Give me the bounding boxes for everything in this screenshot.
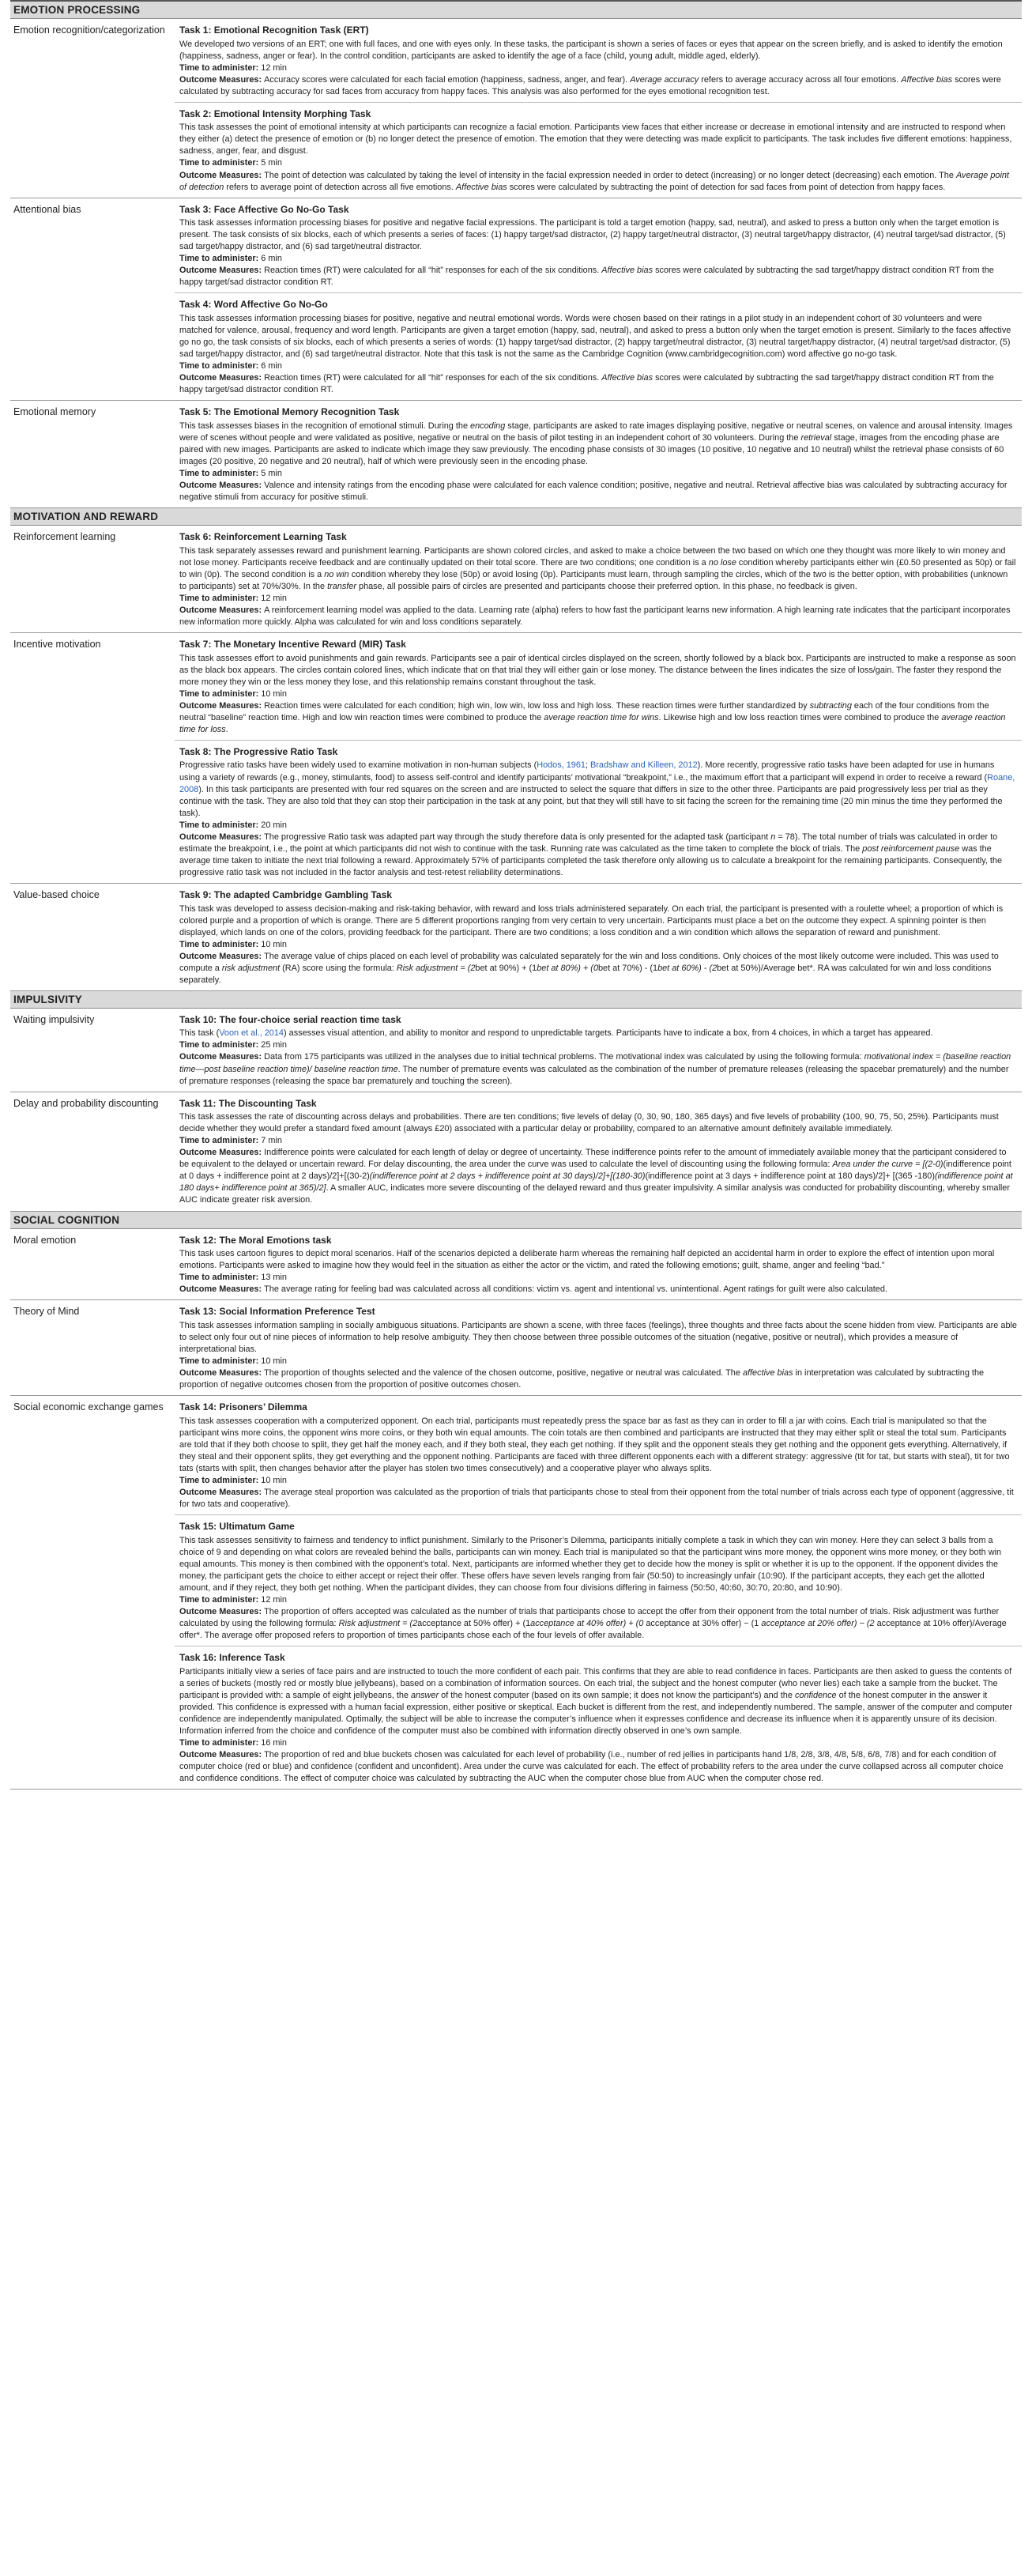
- task-entry: [175, 198, 1022, 293]
- section-header: MOTIVATION AND REWARD: [10, 508, 1022, 526]
- task-entry: [175, 102, 1022, 198]
- domain-row: [10, 526, 1022, 633]
- task-entry: [175, 1514, 1022, 1646]
- time-label: Time to administer:: [179, 1356, 262, 1366]
- italic-term: risk adjustment: [221, 963, 281, 973]
- task-list: [175, 1229, 1022, 1300]
- time-label: Time to administer:: [179, 62, 262, 73]
- task-title: Task 15: Ultimatum Game: [179, 1521, 295, 1533]
- outcome-measures: Outcome Measures: The average rating for feeling bad was calculated across all conditions: victim vs. agent and intentional vs. unintentional. Agent ratings for guilt were also calculated.: [179, 1284, 887, 1295]
- italic-term: (indifference point at 2 days + indifference point at 30 days)/2]+[(180-30): [369, 1171, 646, 1182]
- italic-term: transfer: [327, 581, 356, 591]
- task-title: Task 6: Reinforcement Learning Task: [179, 531, 347, 543]
- task-list: [175, 198, 1022, 401]
- outcome-label: Outcome Measures:: [179, 700, 265, 711]
- task-description: This task assesses effort to avoid punishments and gain rewards. Participants see a pair of identical circles displayed on the screen, shortly followed by a black box. Participants are instructed to make a response as soon as the black box appears. The circles contain colored lines, which indicate that on that trial they will either gain or lose money. The distance between the lines indicates the size of loss/gain. The faster they respond the more money they win or the less money they lose, and this relationship remains constant throughout the task.: [179, 653, 1016, 687]
- task-list: [175, 884, 1022, 990]
- task-title: Task 1: Emotional Recognition Task (ERT): [179, 25, 369, 36]
- domain-row: [10, 1092, 1022, 1212]
- task-description: This task was developed to assess decision-making and risk-taking behavior, with reward and loss trials administered separately. On each trial, the participant is presented with a roulette wheel; a proportion of which is colored purple and a proportion of which is orange. There are 5 different proportions ranging from very certain to very uncertain. Participants must place a bet on the outcome they expect. A spinning pointer is then displayed, which lands on one of the colors, providing feedback for the participant. There are two conditions; a loss condition and a win condition which allows the separation of reward and punishment.: [179, 903, 1004, 937]
- time-to-administer: Time to administer: 12 min: [179, 62, 287, 73]
- outcome-measures: Outcome Measures: Reaction times (RT) were calculated for all “hit” responses for each of the six conditions. Affective bias scores were calculated by subtracting the sad target/happy distract condition RT from the happy target/sad distractor condition RT.: [179, 373, 994, 395]
- task-title: Task 9: The adapted Cambridge Gambling Task: [179, 888, 392, 900]
- italic-term: answer: [411, 1690, 439, 1700]
- domain-label: Value-based choice: [13, 888, 100, 900]
- task-entry: [175, 633, 1022, 740]
- citation-link[interactable]: Bradshaw and Killeen, 2012: [590, 760, 698, 771]
- time-label: Time to administer:: [179, 469, 262, 479]
- italic-term: average reaction time for wins: [544, 712, 659, 722]
- task-list: [175, 526, 1022, 632]
- domain-row: [10, 1396, 1022, 1790]
- time-label: Time to administer:: [179, 158, 262, 168]
- outcome-label: Outcome Measures:: [179, 951, 265, 961]
- outcome-label: Outcome Measures:: [179, 1148, 265, 1158]
- outcome-measures: Outcome Measures: A reinforcement learning model was applied to the data. Learning rate (alpha) refers to how fast the participant learns new information. A high learning rate indicates that the participant incorporates new information more quickly. Alpha was calculated for win and loss conditions separately.: [179, 605, 1011, 628]
- task-title: Task 7: The Monetary Incentive Reward (MIR) Task: [179, 639, 406, 651]
- task-description: Progressive ratio tasks have been widely used to examine motivation in non-human subjects (Hodos, 1961; Bradshaw and Killeen, 2012). More recently, progressive ratio tasks have been adapted for use in humans using a variety of rewards (e.g., money, stimulants, food) to assess self-control and identify participants’ motivational “breakpoint,” i.e., the maximum effort that a participant will expend in order to receive a reward (Roane, 2008). In this task participants are presented with four red squares on the screen and are instructed to select the square that differs in size to the other three. Participants are paid progressively less per trial as they continue with the task. They are also told that they can stop their participation in the task at any point, but that they will still have to sit facing the screen for the remaining time (20 min minus the time they performed the task).: [179, 760, 1015, 818]
- time-label: Time to administer:: [179, 1594, 262, 1605]
- time-label: Time to administer:: [179, 1136, 262, 1146]
- task-title: Task 3: Face Affective Go No-Go Task: [179, 203, 349, 215]
- task-entry: [175, 1092, 1022, 1211]
- time-to-administer: Time to administer: 5 min: [179, 158, 282, 168]
- task-entry: [175, 1229, 1022, 1300]
- italic-term: Average accuracy: [630, 74, 699, 85]
- outcome-measures: Outcome Measures: Valence and intensity ratings from the encoding phase were calculated for each valence condition; positive, negative and neutral. Retrieval affective bias was calculated by subtracting accuracy for negative stimuli from accuracy for positive stimuli.: [179, 481, 1008, 503]
- outcome-label: Outcome Measures:: [179, 832, 265, 842]
- domain-label: Moral emotion: [13, 1234, 77, 1246]
- italic-term: acceptance at 40% offer) + (0: [530, 1618, 644, 1628]
- italic-term: confidence: [794, 1690, 837, 1700]
- task-description: This task assesses the point of emotional intensity at which participants can recognize a facial emotion. Participants view faces that either increase or decrease in emotional intensity and are instructed to respond when they either (a) detect the presence of emotion or (b) no longer detect the presence of emotion. The emotion that they were detecting was made explicit to participants. The task includes five different emotions: happiness, sadness, anger, fear, and disgust.: [179, 123, 1012, 157]
- italic-term: Average point of detection: [179, 170, 1009, 192]
- task-title: Task 4: Word Affective Go No-Go: [179, 299, 328, 311]
- domain-label: Theory of Mind: [13, 1306, 80, 1318]
- task-description: This task assesses information processing biases for positive and negative facial expressions. The participant is told a target emotion (happy, sad, neutral), and asked to press a button only when the target emotion is present. The task consists of six blocks, each of which presents a series of faces: (1) happy target/sad distractor, (2) happy target/neutral distractor, (3) neutral target/happy distractor, (4) neutral target/sad distractor, (5) sad target/happy distractor, and (6) sad target/neutral distractor.: [179, 218, 1006, 252]
- time-to-administer: Time to administer: 6 min: [179, 361, 282, 372]
- section-header: SOCIAL COGNITION: [10, 1212, 1022, 1229]
- outcome-measures: Outcome Measures: Indifference points were calculated for each length of delay or degree of uncertainty. These indifference points refer to the amount of immediately available money that the participant considered to be equivalent to the delayed or uncertain reward. For delay discounting, the area under the curve was used to calculate the level of discounting using the following formula: Area under the curve = [(2-0)(indifference point at 0 days + indifference point at 2 days)/2]+[(30-2)(indifference point at 2 days + indifference point at 30 days)/2]+[(180-30)(indifference point at 3 days + indifference point at 180 days)/2]+ [(365 -180)(indifference point at 180 days+ indifference point at 365)/2]. A smaller AUC, indicates more severe discounting of the delayed reward and thus greater impulsivity. A similar analysis was conducted for probability discounting, whereby smaller AUC indicate greater risk aversion.: [179, 1148, 1013, 1205]
- task-title: Task 2: Emotional Intensity Morphing Task: [179, 107, 371, 119]
- outcome-label: Outcome Measures:: [179, 1284, 265, 1295]
- task-entry: [175, 19, 1022, 102]
- outcome-measures: Outcome Measures: The proportion of thoughts selected and the valence of the chosen outcome, positive, negative or neutral was calculated. The affective bias in interpretation was calculated by subtracting the proportion of negative outcomes chosen from the proportion of positive outcomes chosen.: [179, 1368, 985, 1390]
- italic-term: post reinforcement pause: [862, 843, 960, 854]
- section-header: EMOTION PROCESSING: [10, 2, 1022, 19]
- italic-term: Risk adjustment = (2: [338, 1618, 418, 1628]
- outcome-label: Outcome Measures:: [179, 605, 265, 615]
- task-list: [175, 401, 1022, 507]
- italic-term: motivational index = (baseline reaction time—post baseline reaction time)/ baseline reaction time: [179, 1052, 1011, 1074]
- time-to-administer: Time to administer: 13 min: [179, 1273, 287, 1283]
- section-header: IMPULSIVITY: [10, 991, 1022, 1009]
- task-description: This task assesses sensitivity to fairness and tendency to inflict punishment. Similarly to the Prisoner’s Dilemma, participants initially complete a task in which they can win money. Here they can select 3 balls from a choice of 9 and depending on what colors are revealed behind the balls, participants can win money. Each trial is manipulated so that the participant wins more money, the opponent wins more money, or they both win equal amounts. This money is then combined with the opponent’s total. Next, participants are informed whether they get to decide how the money is split or whether it is up to the opponent. If the opponent divides the money, the participant gets the choice to either accept or reject their offer. These offers have seven levels ranging from fair (50:50) to increasingly unfair (10:90). If the participant accepts, they each get the allotted amount, and if they reject, they both get nothing. When the participant divides, they can choose from four divisions differing in fairness (50:50, 40:60, 30:70, 20:80, and 10:90).: [179, 1535, 1002, 1593]
- outcome-label: Outcome Measures:: [179, 1052, 265, 1062]
- task-entry: [175, 884, 1022, 990]
- italic-term: bet at 60%) - (2: [657, 963, 718, 973]
- task-list: [175, 633, 1022, 883]
- task-list: [175, 1300, 1022, 1395]
- task-description: This task assesses cooperation with a computerized opponent. On each trial, participants must repeatedly press the space bar as fast as they can in order to fill a jar with coins. Each trial is manipulated so that the participant wins more coins, the opponent wins more coins, or they both win equal amounts. The coin totals are then combined and participants are instructed that they may either split or steal the total sum. Participants are told that if they both choose to split, they get half the money each, and if they both steal, they each get nothing. If they split and the opponent steals they get nothing and the opponent gets everything. Alternatively, if they steal and their opponent splits, they get everything and the opponent nothing. Participants are faced with three different opponents each with a different strategy: aggressive (tit for tat, but starts with steal), tit for two tats (starts with split, then changes behavior after the player has stolen two times consecutively) and a cooperative player who always splits.: [179, 1416, 1010, 1473]
- time-to-administer: Time to administer: 20 min: [179, 820, 287, 830]
- time-to-administer: Time to administer: 12 min: [179, 1594, 287, 1605]
- domain-row: [10, 1009, 1022, 1092]
- task-entry: [175, 740, 1022, 883]
- italic-term: no win: [324, 569, 349, 579]
- task-list: [175, 1009, 1022, 1092]
- task-title: Task 11: The Discounting Task: [179, 1097, 317, 1109]
- italic-term: no lose: [708, 557, 736, 568]
- domain-label: Emotion recognition/categorization: [13, 25, 165, 36]
- citation-link[interactable]: Voon et al., 2014: [219, 1028, 284, 1039]
- time-to-administer: Time to administer: 10 min: [179, 1475, 287, 1485]
- task-description: This task assesses information sampling in socially ambiguous situations. Participants are shown a scene, with three faces (feelings), three thoughts and three facts about the scene hidden from view. Participants are able to select only four out of nine pieces of information to help resolve ambiguity. They then choose between three possible outcomes of the situation (negative, positive or neutral), which provides a measure of interpretational bias.: [179, 1320, 1017, 1354]
- domain-label: Attentional bias: [13, 203, 81, 215]
- outcome-label: Outcome Measures:: [179, 1487, 265, 1497]
- outcome-measures: Outcome Measures: The progressive Ratio task was adapted part way through the study therefore data is only presented for the adapted task (participant n = 78). The total number of trials was calculated in order to estimate the breakpoint, i.e., the point at which participants did not wish to continue with the task. Running rate was calculated as the time taken to complete the block of trials. The post reinforcement pause was the average time taken to initiate the next trial following a reward. Approximately 57% of participants completed the task therefore only allowing us to calculate a breakpoint for the remaining participants. Consequently, the progressive ratio task was not included in the factor analysis and test-retest reliability determinations.: [179, 832, 1003, 877]
- domain-label: Waiting impulsivity: [13, 1013, 95, 1025]
- time-to-administer: Time to administer: 5 min: [179, 469, 282, 479]
- task-entry: [175, 1300, 1022, 1395]
- outcome-label: Outcome Measures:: [179, 170, 265, 180]
- outcome-label: Outcome Measures:: [179, 1368, 265, 1378]
- italic-term: average reaction time for loss: [179, 712, 1006, 734]
- italic-term: Affective bias: [901, 74, 953, 85]
- domain-label: Delay and probability discounting: [13, 1097, 159, 1109]
- time-to-administer: Time to administer: 10 min: [179, 688, 287, 699]
- outcome-measures: Outcome Measures: The proportion of offers accepted was calculated as the number of trials that participants chose to accept the offer from their opponent from the total number of trials. Risk adjustment was further calculated by using the following formula: Risk adjustment = (2acceptance at 50% offer) + (1acceptance at 40% offer) + (0 acceptance at 30% offer) − (1 acceptance at 20% offer) − (2 acceptance at 10% offer)/Average offer*. The average offer proposed refers to proportion of times participants chose each of the four levels of offer available.: [179, 1606, 1007, 1640]
- domain-label: Social economic exchange games: [13, 1401, 164, 1413]
- italic-term: Affective bias: [601, 266, 653, 276]
- italic-term: (indifference point at 180 days+ indifference point at 365)/2]: [179, 1171, 1013, 1194]
- task-title: Task 10: The four-choice serial reaction time task: [179, 1013, 401, 1025]
- domain-label: Emotional memory: [13, 406, 96, 418]
- task-entry: [175, 401, 1022, 507]
- time-to-administer: Time to administer: 6 min: [179, 254, 282, 264]
- outcome-measures: Outcome Measures: The average value of chips placed on each level of probability was calculated separately for the win and loss conditions. Only choices of the most likely outcome were included. This was used to compute a risk adjustment (RA) score using the formula: Risk adjustment = (2bet at 90%) + (1bet at 80%) + (0bet at 70%) - (1bet at 60%) - (2bet at 50%)/Average bet*. RA was calculated for win and loss conditions separately.: [179, 951, 999, 985]
- time-label: Time to administer:: [179, 1475, 262, 1485]
- citation-link[interactable]: Hodos, 1961: [537, 760, 586, 771]
- domain-row: [10, 1300, 1022, 1396]
- outcome-label: Outcome Measures:: [179, 1749, 265, 1759]
- time-to-administer: Time to administer: 16 min: [179, 1737, 287, 1748]
- domain-row: [10, 19, 1022, 198]
- time-label: Time to administer:: [179, 254, 262, 264]
- time-label: Time to administer:: [179, 688, 262, 699]
- task-title: Task 12: The Moral Emotions task: [179, 1234, 332, 1246]
- domain-row: [10, 401, 1022, 508]
- italic-term: bet at 80%) + (0: [537, 963, 598, 973]
- task-description: This task (Voon et al., 2014) assesses visual attention, and ability to monitor and respond to unpredictable targets. Participants have to indicate a box, from 4 choices, in which a target has appeared.: [179, 1028, 933, 1039]
- italic-term: affective bias: [742, 1368, 793, 1378]
- domain-label: Reinforcement learning: [13, 531, 116, 543]
- task-entry: [175, 1009, 1022, 1092]
- time-label: Time to administer:: [179, 1737, 262, 1748]
- time-to-administer: Time to administer: 25 min: [179, 1040, 287, 1050]
- outcome-label: Outcome Measures:: [179, 266, 265, 276]
- task-description: This task uses cartoon figures to depict moral scenarios. Half of the scenarios depicted a deliberate harm whereas the remaining half depicted an accidental harm in order to explore the effect of intention upon moral emotions. Participants were asked to imagine how they would feel in the situation as either the actor or the victim, and rated the following emotions; guilt, shame, anger and feeling “bad.”: [179, 1249, 995, 1271]
- task-list: [175, 1396, 1022, 1789]
- time-to-administer: Time to administer: 10 min: [179, 1356, 287, 1366]
- outcome-measures: Outcome Measures: Accuracy scores were calculated for each facial emotion (happiness, sadness, anger, and fear). Average accuracy refers to average accuracy across all four emotions. Affective bias scores were calculated by subtracting accuracy for sad faces from accuracy from happy faces. This analysis was also performed for the eyes emotional recognition test.: [179, 74, 1001, 96]
- outcome-measures: Outcome Measures: Reaction times (RT) were calculated for all “hit” responses for each of the six conditions. Affective bias scores were calculated by subtracting the sad target/happy distract condition RT from the happy target/sad distractor condition RT.: [179, 266, 994, 288]
- outcome-label: Outcome Measures:: [179, 481, 265, 491]
- time-label: Time to administer:: [179, 1273, 262, 1283]
- italic-term: retrieval: [800, 432, 832, 443]
- time-label: Time to administer:: [179, 820, 262, 830]
- task-title: Task 5: The Emotional Memory Recognition Task: [179, 406, 400, 418]
- italic-term: acceptance at 20% offer) − (2: [759, 1618, 875, 1628]
- time-label: Time to administer:: [179, 361, 262, 372]
- task-summary-table: [10, 0, 1022, 1790]
- outcome-label: Outcome Measures:: [179, 74, 265, 85]
- citation-link[interactable]: Roane, 2008: [179, 772, 1015, 794]
- task-title: Task 14: Prisoners’ Dilemma: [179, 1401, 307, 1413]
- italic-term: subtracting: [809, 700, 852, 711]
- task-list: [175, 1092, 1022, 1211]
- italic-term: n: [770, 832, 776, 842]
- domain-row: [10, 198, 1022, 402]
- task-entry: [175, 1646, 1022, 1789]
- task-title: Task 8: The Progressive Ratio Task: [179, 745, 338, 757]
- outcome-label: Outcome Measures:: [179, 1606, 265, 1616]
- domain-label: Incentive motivation: [13, 639, 101, 651]
- outcome-label: Outcome Measures:: [179, 373, 265, 383]
- domain-row: [10, 1229, 1022, 1301]
- domain-row: [10, 884, 1022, 991]
- task-description: This task assesses the rate of discounting across delays and probabilities. There are ten conditions; five levels of delay (0, 30, 90, 180, 365 days) and five levels of probability (100, 90, 75, 50, 25%). Participants must decide whether they would prefer a standard fixed amount (always £20) associated with a particular delay or probability, compared to an alternative amount definitely available immediately.: [179, 1112, 999, 1134]
- time-label: Time to administer:: [179, 939, 262, 949]
- outcome-measures: Outcome Measures: Reaction times were calculated for each condition; high win, low win, low loss and high loss. These reaction times were further standardized by subtracting each of the four conditions from the neutral “baseline” reaction time. High and low win reaction times were combined to produce the average reaction time for wins. Likewise high and low loss reaction times were combined to produce the average reaction time for loss.: [179, 700, 1006, 734]
- time-to-administer: Time to administer: 12 min: [179, 593, 287, 603]
- task-title: Task 16: Inference Task: [179, 1651, 285, 1663]
- outcome-measures: Outcome Measures: Data from 175 participants was utilized in the analyses due to initial technical problems. The motivational index was calculated by using the following formula: motivational index = (baseline reaction time—post baseline reaction time)/ baseline reaction time. The number of premature events was calculated as the combination of the number of premature releases (releasing the spacebar prematurely) and the number of premature responses (releasing the space bar prematurely and touching the screen).: [179, 1052, 1011, 1086]
- domain-row: [10, 633, 1022, 884]
- time-label: Time to administer:: [179, 1040, 262, 1050]
- task-description: This task assesses information processing biases for positive, negative and neutral emotional words. Words were chosen based on their ratings in a pilot study in an independent cohort of 30 volunteers and were matched for valence, arousal, frequency and word length. Participants are given a target emotion (happy, sad, neutral), and asked to press a button only when the target emotion is present. Similarly to the faces affective go no go, the task consists of six blocks, each of which presents a series of words: (1) happy target/sad distractor, (2) happy target/neutral distractor, (3) neutral target/happy distractor, (4) neutral target/sad distractor, (5) sad target/happy distractor, and (6) sad target/neutral distractor. Note that this task is not the same as the Cambridge Cognition (www.cambridgecognition.com) word affective go no-go task.: [179, 313, 1011, 360]
- time-to-administer: Time to administer: 10 min: [179, 939, 287, 949]
- task-entry: [175, 1396, 1022, 1514]
- outcome-measures: Outcome Measures: The proportion of red and blue buckets chosen was calculated for each level of probability (i.e., number of red jellies in participants hand 1/8, 2/8, 3/8, 4/8, 5/8, 6/8, 7/8) and for each condition of computer choice (red or blue) and confidence (confident and unconfident). Area under the curve was calculated for each. The effect of probability refers to the area under the curve collapsed across all computer choice and confidence conditions. The effect of computer choice was calculated by subtracting the AUC when the computer chose blue from AUC when the computer chose red.: [179, 1749, 1004, 1783]
- italic-term: Area under the curve = [(2-0): [832, 1160, 943, 1170]
- task-entry: [175, 292, 1022, 400]
- italic-term: Affective bias: [455, 182, 507, 192]
- time-to-administer: Time to administer: 7 min: [179, 1136, 282, 1146]
- task-description: We developed two versions of an ERT; one with full faces, and one with eyes only. In these tasks, the participant is shown a series of faces or eyes that appear on the screen briefly, and is asked to identify the emotion (happiness, sadness, anger or fear). In the control condition, participants are asked to identify the age of a face (child, young adult, middle aged, elderly).: [179, 39, 1003, 61]
- task-list: [175, 19, 1022, 198]
- outcome-measures: Outcome Measures: The average steal proportion was calculated as the proportion of trials that participants chose to steal from their opponent from the total number of trials across each type of opponent (aggressive, tit for two tats and cooperative).: [179, 1487, 1014, 1509]
- outcome-measures: Outcome Measures: The point of detection was calculated by taking the level of intensity in the facial expression needed in order to detect (increasing) or no longer detect (decreasing) each emotion. The Average point of detection refers to average point of detection across all five emotions. Affective bias scores were calculated by subtracting the point of detection for sad faces from point of detection from happy faces.: [179, 170, 1009, 192]
- task-description: Participants initially view a series of face pairs and are instructed to touch the more confident of each pair. This confirms that they are able to read confidence in faces. Participants are then asked to guess the contents of a series of buckets (mostly red or mostly blue jellybeans), based on a combination of information sources. On each trial, the subject and the honest computer (who never lies) each take a sample from the bucket. The participant is provided with: a sample of eight jellybeans, the answer of the honest computer (based on its own sample; it does not know the participant’s) and the confidence of the honest computer in the answer it provided. This confidence is expressed with a human facial expression, either positive or skeptical. Each bucket is different from the rest, and independently numbered. The sample, answer of the computer and computer confidence are independently manipulated. Optimally, the subject will be able to increase the computer’s influence when it expresses confidence and decrease its influence when it is apparently unsure of its decision. Information inferred from the choice and confidence of the computer must also be combined with information directly observed in one’s own sample.: [179, 1666, 1012, 1736]
- task-title: Task 13: Social Information Preference Test: [179, 1306, 375, 1318]
- task-description: This task assesses biases in the recognition of emotional stimuli. During the encoding stage, participants are asked to rate images displaying positive, negative or neutral scenes, on valence and arousal intensity. Images were of scenes without people and were validated as positive, negative or neutral on the basis of pilot testing in an independent cohort of 30 volunteers. During the retrieval stage, images from the encoding phase are paired with new images. Participants are asked to indicate which image they saw previously. The encoding phase consists of 30 images (10 positive, 10 negative and 10 neutral) whilst the retrieval phase consists of 60 images (20 positive, 20 negative and 20 neutral), half of which were previously seen in the encoding phase.: [179, 421, 1013, 466]
- italic-term: Affective bias: [601, 373, 653, 383]
- task-description: This task separately assesses reward and punishment learning. Participants are shown colored circles, and asked to make a choice between the two based on which one they thought was more likely to win money and not lose money. Participants receive feedback and are continually updated on their total score. There are two conditions; one condition is a no lose condition whereby participants either win (£0.50 presented as 50p) or fail to win (0p). The second condition is a no win condition whereby they lose (50p) or avoid losing (0p). Participants must learn, through sampling the circles, which of the two is the better option, with probabilities (unknown to participants) set at 70%/30%. In the transfer phase, all possible pairs of circles are presented and participants choose their preferred option. In this phase, no feedback is given.: [179, 545, 1016, 591]
- italic-term: encoding: [470, 421, 506, 431]
- task-entry: [175, 526, 1022, 632]
- time-label: Time to administer:: [179, 593, 262, 603]
- italic-term: Risk adjustment = (2: [396, 963, 476, 973]
